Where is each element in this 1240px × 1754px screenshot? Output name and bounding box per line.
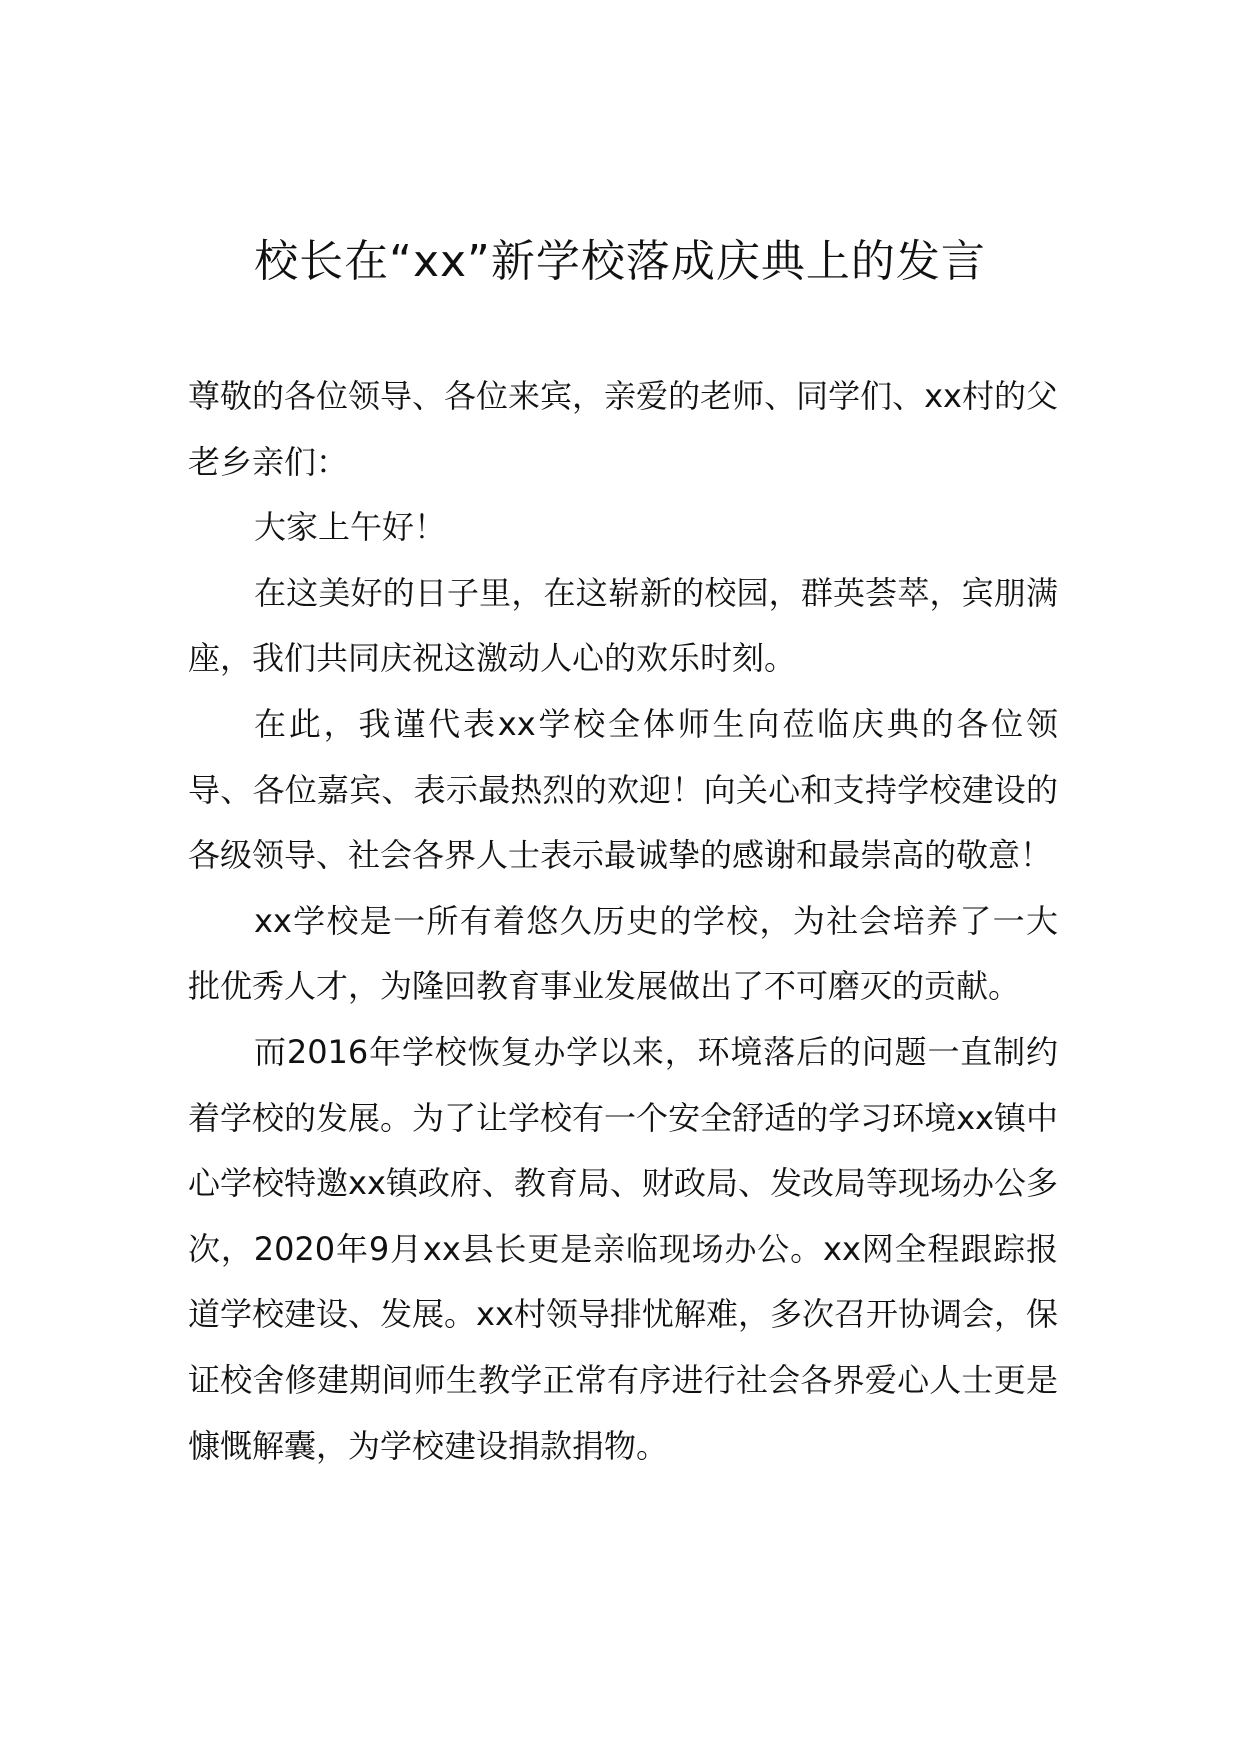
page-title: 校长在“xx”新学校落成庆典上的发言 — [254, 236, 986, 287]
greeting-paragraph: 大家上午好！ — [254, 508, 447, 547]
speech-body — [188, 364, 1058, 1479]
body-paragraph: 在此，我谨代表xx学校全体师生向莅临庆典的各位领导、各位嘉宾、表示最热烈的欢迎！向关心和支持学校建设的各级领导、社会各界人士表示最诚挚的感谢和最崇高的敬意！ — [188, 704, 1058, 875]
body-paragraph: 而2016年学校恢复办学以来，环境落后的问题一直制约着学校的发展。为了让学校有一个安全舒适的学习环境xx镇中心学校特邀xx镇政府、教育局、财政局、发改局等现场办公多次，2020年9月xx县长更是亲临现场办公。xx网全程跟踪报道学校建设、发展。xx村领导排忧解难，多次召开协调会，保证校舍修建期间师生教学正常有序进行社会各界爱心人士更是慷慨解囊，为学校建设捐款捐物。 — [188, 1032, 1058, 1465]
body-paragraph: 在这美好的日子里，在这崭新的校园，群英荟萃，宾朋满座，我们共同庆祝这激动人心的欢乐时刻。 — [188, 573, 1058, 678]
salutation-paragraph: 尊敬的各位领导、各位来宾，亲爱的老师、同学们、xx村的父老乡亲们： — [188, 377, 1058, 481]
body-paragraph: xx学校是一所有着悠久历史的学校，为社会培养了一大批优秀人才，为隆回教育事业发展做出了不可磨灭的贡献。 — [188, 901, 1058, 1006]
